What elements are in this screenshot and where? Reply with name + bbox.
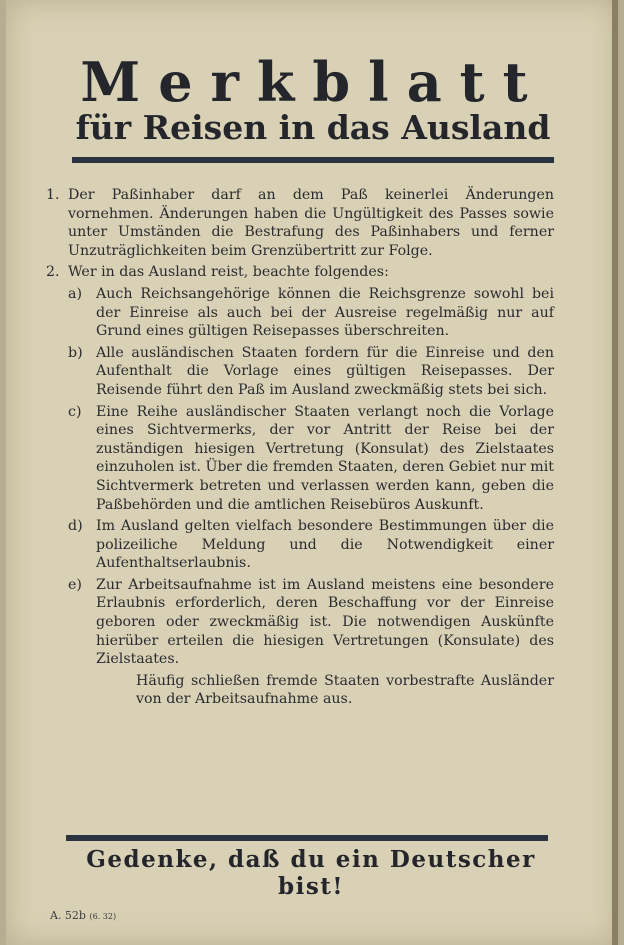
- point-text: Der Paßinhaber darf an dem Paß keinerlei Änderungen vornehmen. Änderungen haben die Ungültigkeit des Passes sowie unter Umständen die Bestrafung des Paßinhabers und ferner Unzuträglichkeiten beim Grenzübertritt zur Folge.: [68, 187, 554, 259]
- subpoint-text: Auch Reichsangehörige können die Reichsgrenze sowohl bei der Einreise als auch bei der Ausreise regelmäßig nur auf Grund eines gültigen Reisepasses überschreiten.: [96, 285, 554, 340]
- subpoint-e: [46, 576, 554, 669]
- subpoint-letter: a): [68, 285, 82, 302]
- subpoint-c: [46, 403, 554, 515]
- subpoint-text: Alle ausländischen Staaten fordern für die Einreise und den Aufenthalt die Vorlage eines gültigen Reisepasses. Der Reisende führt den Paß im Ausland zweckmäßig stets bei sich.: [96, 344, 554, 398]
- subpoint-text: Eine Reihe ausländischer Staaten verlangt noch die Vorlage eines Sichtvermerks, der vor Antritt der Reise bei der zuständigen hiesigen Vertretung (Konsulat) des Zielstaates einzuholen ist. Über die fremden Staaten, deren Gebiet nur mit Sichtvermerk betreten und verlassen werden kann, geben die Paßbehörden und die amtlichen Reisebüros Auskunft.: [96, 403, 554, 513]
- point-number: 2.: [46, 264, 60, 281]
- top-divider: [72, 157, 554, 163]
- bottom-divider: [66, 835, 548, 841]
- subpoint-text: Im Ausland gelten vielfach besondere Bestimmungen über die polizeiliche Meldung und die Notwendigkeit einer Aufenthaltserlaubnis.: [96, 518, 554, 572]
- sheet-edge: [612, 0, 618, 945]
- form-date: (6. 32): [89, 912, 117, 921]
- closing-slogan: Gedenke, daß du ein Deutscher bist!: [86, 846, 536, 900]
- subpoint-letter: d): [68, 518, 83, 535]
- subpoint-letter: c): [68, 403, 82, 420]
- subpoint-a: [46, 285, 554, 341]
- document-title: Merkblatt: [80, 50, 546, 114]
- subpoint-e-note: Häufig schließen fremde Staaten vorbestrafte Ausländer von der Arbeitsaufnahme aus.: [136, 672, 554, 708]
- subpoint-letter: b): [68, 344, 83, 361]
- document-subtitle: für Reisen in das Ausland: [75, 108, 551, 147]
- subpoint-b: [46, 344, 554, 400]
- point-2: [46, 263, 554, 282]
- subpoint-letter: e): [68, 576, 82, 593]
- point-number: 1.: [46, 187, 60, 203]
- point-1: [46, 186, 554, 260]
- subpoint-text: Zur Arbeitsaufnahme ist im Ausland meistens eine besondere Erlaubnis erforderlich, deren Beschaffung vor der Einreise geboren oder zweckmäßig ist. Die notwendigen Auskünfte hierüber erteilen die hiesigen Vertretungen (Konsulate) des Zielstaates.: [96, 576, 554, 668]
- document-body: [46, 186, 554, 709]
- point-text: Wer in das Ausland reist, beachte folgendes:: [68, 264, 389, 281]
- subpoint-d: [46, 517, 554, 573]
- form-id: A. 52b: [50, 909, 86, 922]
- form-code: [50, 909, 116, 922]
